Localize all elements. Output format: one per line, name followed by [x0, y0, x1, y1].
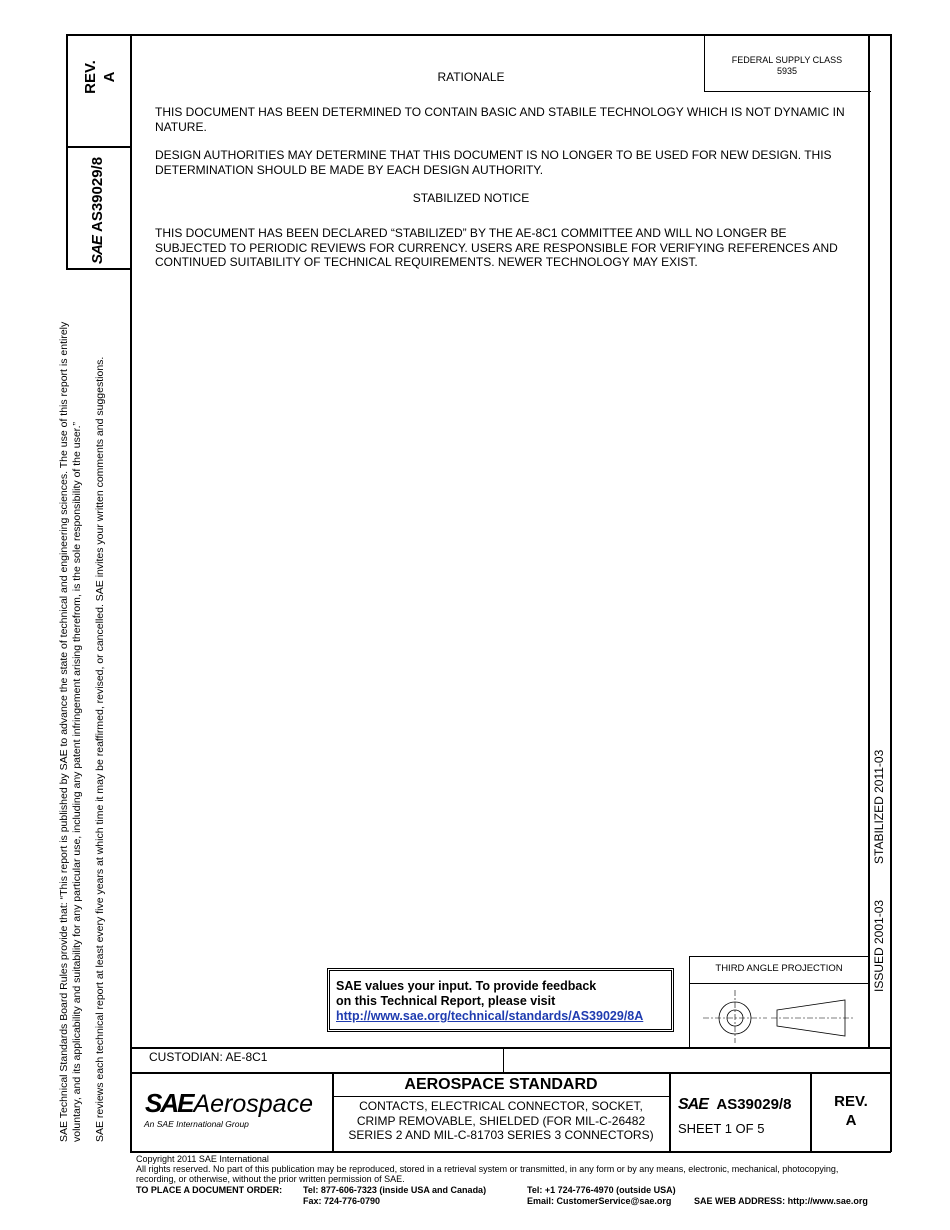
- footer-order-label: TO PLACE A DOCUMENT ORDER:: [136, 1185, 283, 1195]
- logo-tagline: An SAE International Group: [144, 1119, 249, 1129]
- frame-left-header-divider: [66, 146, 131, 148]
- feedback-line2: on this Technical Report, please visit: [336, 994, 556, 1008]
- left-rev-value: A: [101, 71, 118, 83]
- rev-value: A: [845, 1112, 857, 1129]
- rev-block: [811, 1092, 891, 1130]
- standard-type-underline: [332, 1096, 670, 1097]
- sheet-number: SHEET 1 OF 5: [678, 1121, 765, 1136]
- rev-label: REV.: [834, 1093, 868, 1110]
- stabilized-heading: STABILIZED NOTICE: [412, 191, 530, 205]
- custodian-label: CUSTODIAN: AE-8C1: [149, 1050, 268, 1064]
- feedback-link[interactable]: http://www.sae.org/technical/standards/AS39029/8A: [336, 1009, 644, 1023]
- title-block-top-border: [130, 1072, 891, 1074]
- rationale-paragraph-2: DESIGN AUTHORITIES MAY DETERMINE THAT THIS DOCUMENT IS NO LONGER TO BE USED FOR NEW DESIGN. THIS DETERMINATION SHOULD BE MADE BY EACH DESIGN AUTHORITY.: [155, 148, 832, 177]
- sae-aerospace-logo: [145, 1088, 313, 1119]
- custodian-top-border: [130, 1047, 891, 1049]
- federal-supply-label: FEDERAL SUPPLY CLASS: [731, 55, 843, 65]
- footer-email[interactable]: Email: CustomerService@sae.org: [527, 1196, 672, 1206]
- projection-title: THIRD ANGLE PROJECTION: [715, 963, 843, 974]
- document-title-line2: CRIMP REMOVABLE, SHIELDED (FOR MIL-C-26482: [356, 1113, 646, 1128]
- feedback-box: [327, 968, 674, 1032]
- footer-tel-usa: Tel: 877-606-7323 (inside USA and Canada): [303, 1185, 487, 1195]
- left-sae-logo: SAE: [89, 236, 106, 264]
- side-notice-line1: SAE Technical Standards Board Rules provide that: “This report is published by SAE to advance the state of technical and engineering sciences. The use of this report is entirely: [58, 321, 70, 1142]
- footer-fax: Fax: 724-776-0790: [303, 1196, 381, 1206]
- doc-number-block: [678, 1096, 791, 1114]
- rationale-paragraph-1: THIS DOCUMENT HAS BEEN DETERMINED TO CONTAIN BASIC AND STABILE TECHNOLOGY WHICH IS NOT DYNAMIC IN NATURE.: [155, 105, 845, 134]
- title-block-bottom-border: [130, 1151, 891, 1153]
- side-notice-line2: voluntary, and its applicability and suitability for any particular use, including any patent infringement arising therefrom, is the sole responsibility of the user.”: [71, 421, 83, 1142]
- frame-left-header-bottom: [66, 268, 131, 270]
- footer-copyright: Copyright 2011 SAE International: [136, 1154, 269, 1164]
- document-title-line3: SERIES 2 AND MIL-C-81703 SERIES 3 CONNECTORS): [348, 1128, 654, 1142]
- logo-sae: SAE: [145, 1088, 193, 1118]
- projection-divider: [689, 983, 869, 984]
- doc-sae-logo: SAE: [678, 1096, 708, 1113]
- footer-rights-line1: All rights reserved. No part of this publication may be reproduced, stored in a retrieval system or transmitted, in any form or by any means, electronic, mechanical, photocopying,: [136, 1164, 839, 1174]
- frame-left-border: [66, 34, 68, 269]
- third-angle-projection-symbol: [695, 988, 865, 1044]
- footer-tel-outside: Tel: +1 724-776-4970 (outside USA): [527, 1185, 676, 1195]
- document-title: [333, 1099, 669, 1143]
- title-block-divider-2: [669, 1072, 671, 1152]
- frame-inner-left-border: [130, 34, 132, 1152]
- standard-type: AEROSPACE STANDARD: [404, 1076, 598, 1093]
- custodian-divider: [503, 1047, 504, 1073]
- left-rev-label: REV.: [82, 60, 99, 94]
- side-notice-line3: SAE reviews each technical report at least every five years at which time it may be reaffirmed, revised, or cancelled. SAE invites your written comments and suggestions.: [94, 356, 106, 1142]
- footer-rights-line2: recording, or otherwise, without the prior written permission of SAE.: [136, 1174, 405, 1184]
- federal-supply-class: [704, 55, 870, 77]
- footer-web-address[interactable]: SAE WEB ADDRESS: http://www.sae.org: [694, 1196, 868, 1206]
- document-title-line1: CONTACTS, ELECTRICAL CONNECTOR, SOCKET,: [359, 1099, 643, 1113]
- frame-right-inner-border: [868, 34, 870, 1048]
- logo-aerospace: Aerospace: [193, 1090, 313, 1118]
- frame-right-outer-border: [890, 34, 892, 1152]
- rationale-heading: RATIONALE: [437, 70, 505, 84]
- issued-date: ISSUED 2001-03: [872, 899, 886, 992]
- federal-supply-value: 5935: [776, 66, 798, 76]
- stabilized-paragraph: THIS DOCUMENT HAS BEEN DECLARED “STABILIZED” BY THE AE-8C1 COMMITTEE AND WILL NO LONGER BE SUBJECTED TO PERIODIC REVIEWS FOR CURRENCY. USERS ARE RESPONSIBLE FOR VERIFYING REFERENCES AND CONTINUED SUITABILITY OF TECHNICAL REQUIREMENTS. NEWER TECHNOLOGY MAY EXIST.: [155, 226, 838, 269]
- feedback-line1: SAE values your input. To provide feedback: [336, 979, 597, 993]
- stabilized-date: STABILIZED 2011-03: [872, 749, 886, 864]
- left-doc-number: AS39029/8: [89, 156, 106, 232]
- doc-number: AS39029/8: [716, 1096, 792, 1113]
